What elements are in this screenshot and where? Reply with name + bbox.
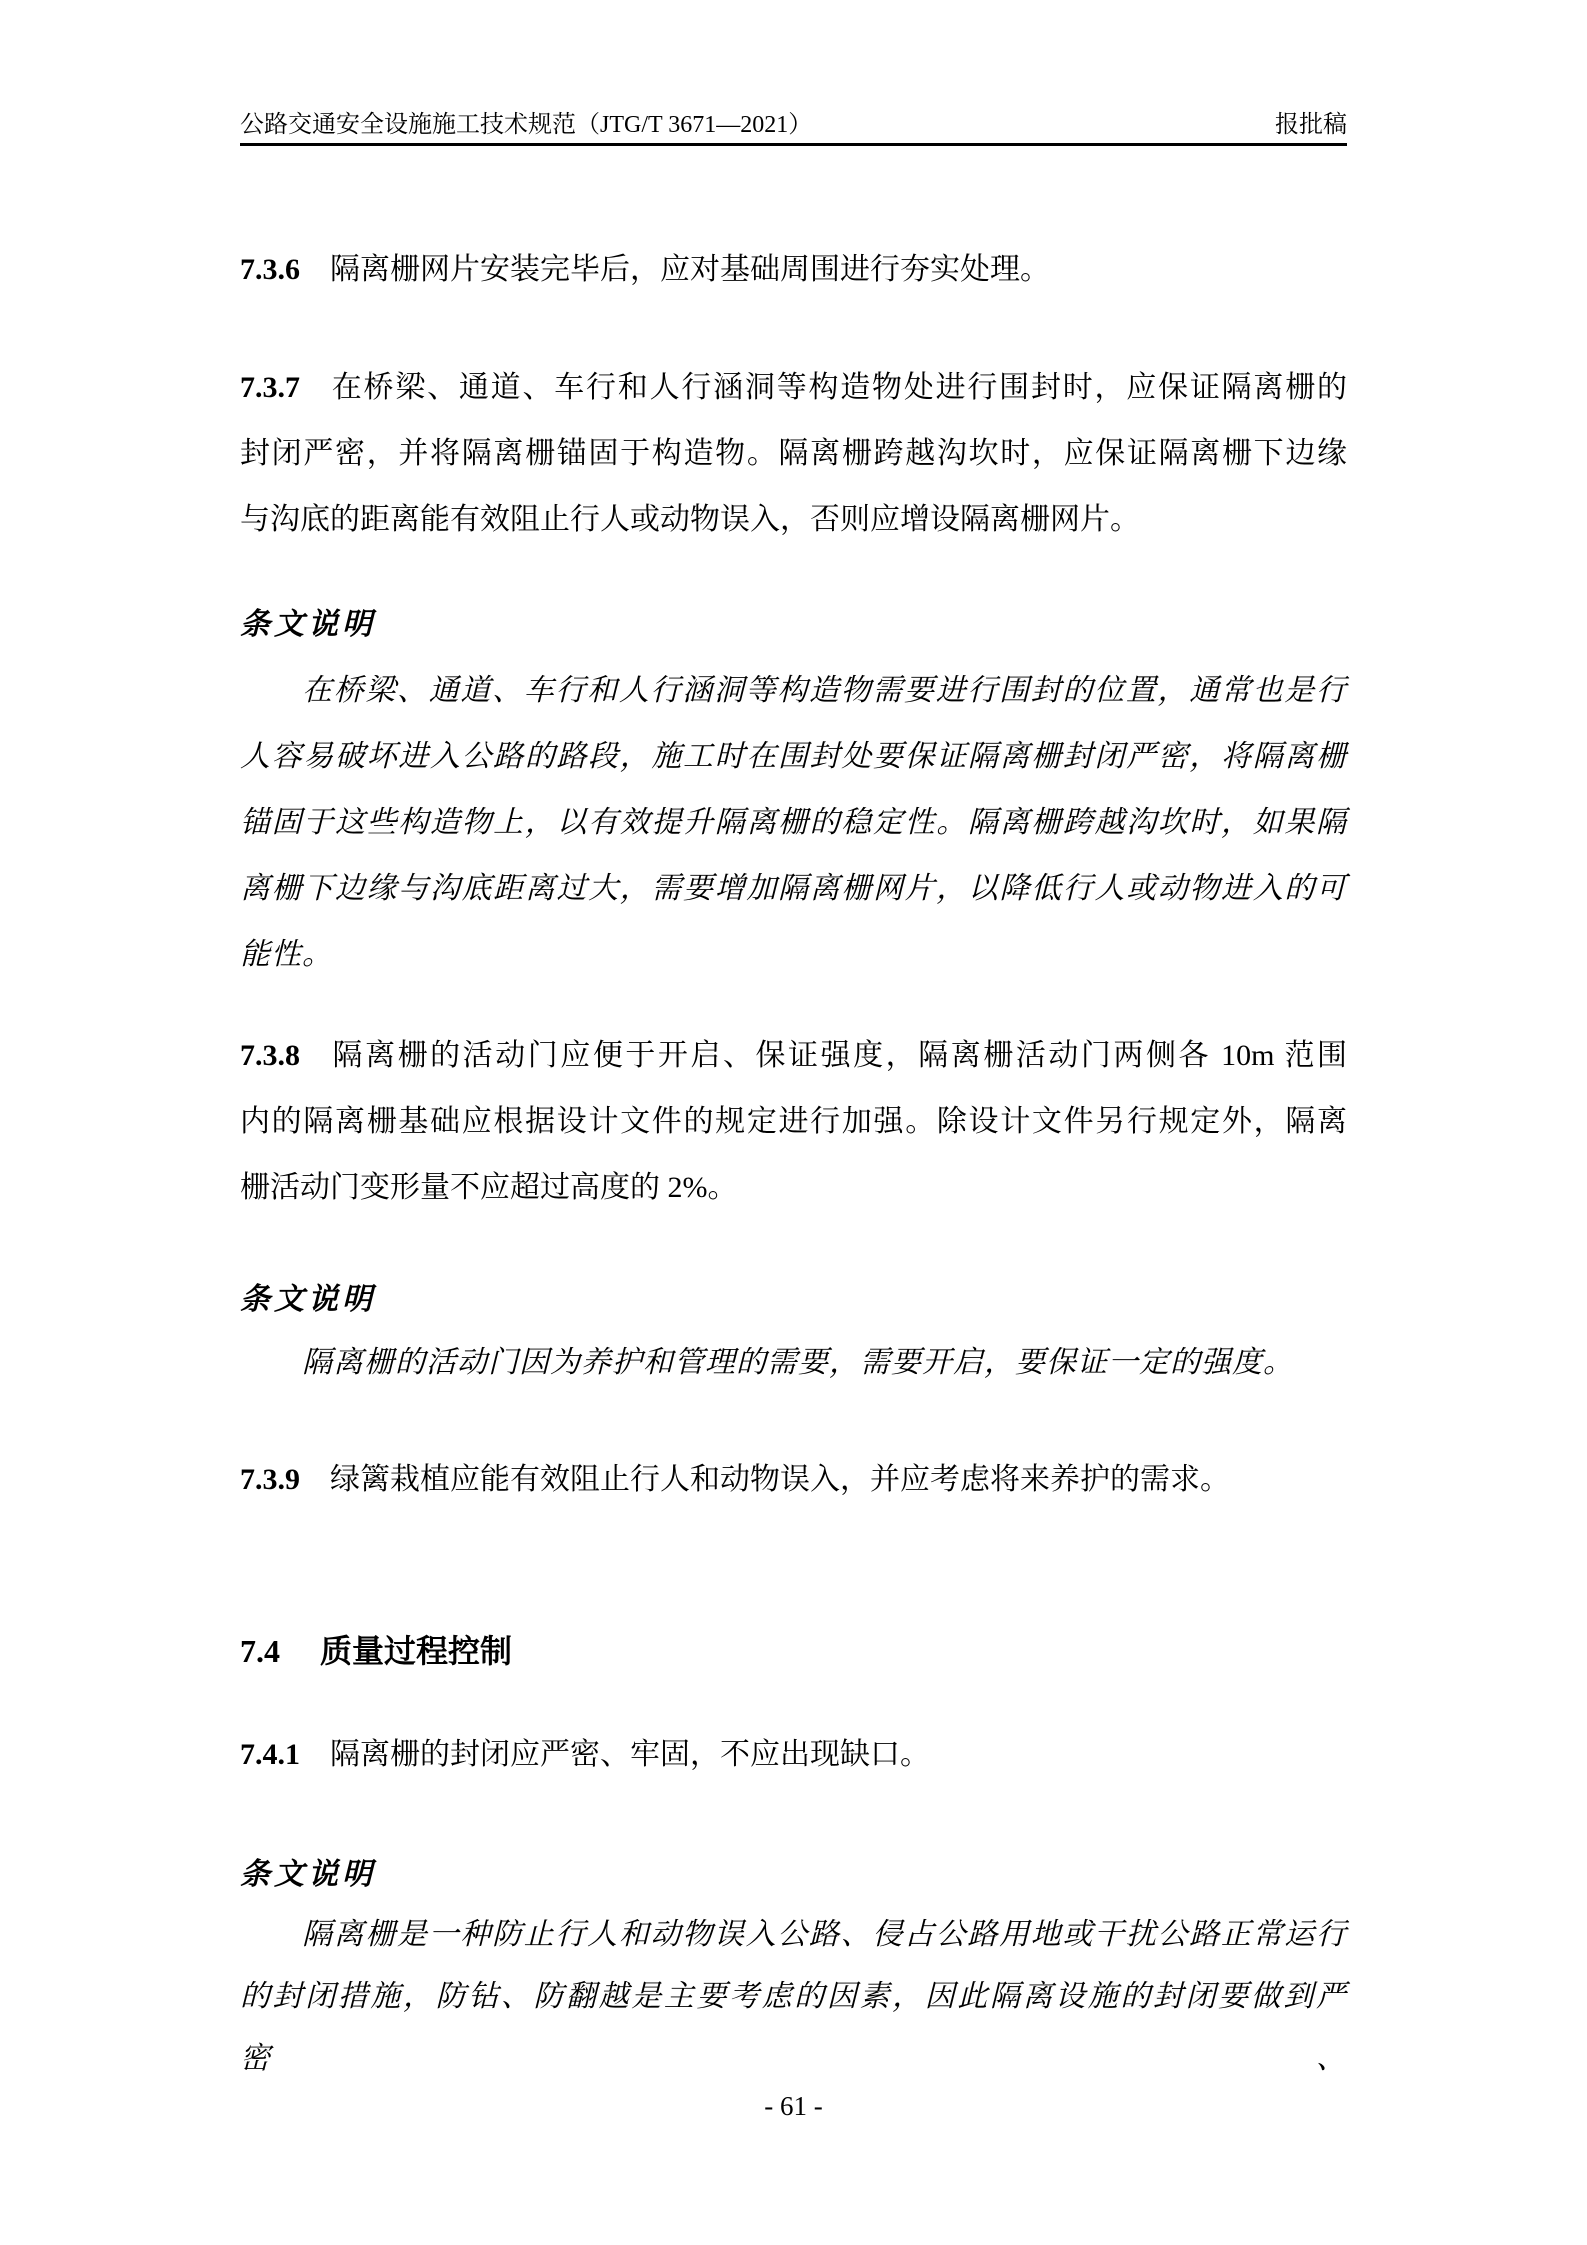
notes-line: 能性。 bbox=[240, 938, 333, 971]
notes-paragraph-7-4-1 bbox=[240, 1904, 1347, 2090]
clause-line: 栅活动门变形量不应超过高度的 2%。 bbox=[240, 1171, 738, 1204]
notes-line: 的封闭措施，防钻、防翻越是主要考虑的因素，因此隔离设施的封闭要做到严密、 bbox=[240, 1980, 1347, 2075]
notes-line: 人容易破坏进入公路的路段，施工时在围封处要保证隔离栅封闭严密，将隔离栅 bbox=[240, 740, 1347, 773]
clause-line bbox=[240, 1447, 1347, 1513]
clause-line: 内的隔离栅基础应根据设计文件的规定进行加强。除设计文件另行规定外，隔离 bbox=[240, 1105, 1347, 1138]
notes-paragraph-7-3-7 bbox=[240, 658, 1347, 988]
clause-number: 7.3.9 bbox=[240, 1463, 300, 1496]
page-header bbox=[240, 100, 1347, 146]
clause-text: 隔离栅的活动门应便于开启、保证强度，隔离栅活动门两侧各 10m 范围 bbox=[330, 1039, 1347, 1072]
notes-line: 锚固于这些构造物上，以有效提升隔离栅的稳定性。隔离栅跨越沟坎时，如果隔 bbox=[240, 806, 1347, 839]
clause-line: 封闭严密，并将隔离栅锚固于构造物。隔离栅跨越沟坎时，应保证隔离栅下边缘 bbox=[240, 437, 1347, 470]
notes-line: 隔离栅是一种防止行人和动物误入公路、侵占公路用地或干扰公路正常运行 bbox=[302, 1918, 1347, 1951]
notes-line: 离栅下边缘与沟底距离过大，需要增加隔离栅网片，以降低行人或动物进入的可 bbox=[240, 872, 1347, 905]
clause-number: 7.3.8 bbox=[240, 1039, 300, 1072]
clause-7-4-1 bbox=[240, 1722, 1347, 1788]
section-number: 7.4 bbox=[240, 1633, 280, 1669]
clause-text: 绿篱栽植应能有效阻止行人和动物误入，并应考虑将来养护的需求。 bbox=[330, 1463, 1230, 1496]
notes-line: 在桥梁、通道、车行和人行涵洞等构造物需要进行围封的位置，通常也是行 bbox=[302, 674, 1347, 707]
clause-line bbox=[240, 1023, 1347, 1089]
section-heading-7-4 bbox=[240, 1629, 1347, 1673]
clause-line: 与沟底的距离能有效阻止行人或动物误入，否则应增设隔离栅网片。 bbox=[240, 503, 1140, 536]
clause-7-3-7 bbox=[240, 355, 1347, 553]
clause-line bbox=[240, 1722, 1347, 1788]
clause-7-3-6 bbox=[240, 237, 1347, 303]
section-title: 质量过程控制 bbox=[320, 1633, 513, 1669]
header-approval-stamp: 报批稿 bbox=[1275, 112, 1347, 138]
header-title: 公路交通安全设施施工技术规范（JTG/T 3671—2021） bbox=[240, 112, 813, 138]
notes-heading: 条文说明 bbox=[240, 608, 376, 641]
notes-line: 隔离栅的活动门因为养护和管理的需要，需要开启，要保证一定的强度。 bbox=[302, 1346, 1294, 1379]
clause-line bbox=[240, 355, 1347, 421]
clause-line bbox=[240, 237, 1347, 303]
page-number: - 61 - bbox=[764, 2091, 823, 2121]
notes-heading: 条文说明 bbox=[240, 1283, 376, 1316]
clause-text: 在桥梁、通道、车行和人行涵洞等构造物处进行围封时，应保证隔离栅的 bbox=[330, 371, 1347, 404]
notes-paragraph-7-3-8 bbox=[240, 1330, 1347, 1396]
clause-text: 隔离栅的封闭应严密、牢固，不应出现缺口。 bbox=[330, 1738, 930, 1771]
clause-number: 7.4.1 bbox=[240, 1738, 300, 1771]
clause-7-3-9 bbox=[240, 1447, 1347, 1513]
clause-number: 7.3.7 bbox=[240, 371, 300, 404]
clause-number: 7.3.6 bbox=[240, 253, 300, 286]
clause-7-3-8 bbox=[240, 1023, 1347, 1221]
clause-text: 隔离栅网片安装完毕后，应对基础周围进行夯实处理。 bbox=[330, 253, 1050, 286]
notes-heading: 条文说明 bbox=[240, 1858, 376, 1891]
